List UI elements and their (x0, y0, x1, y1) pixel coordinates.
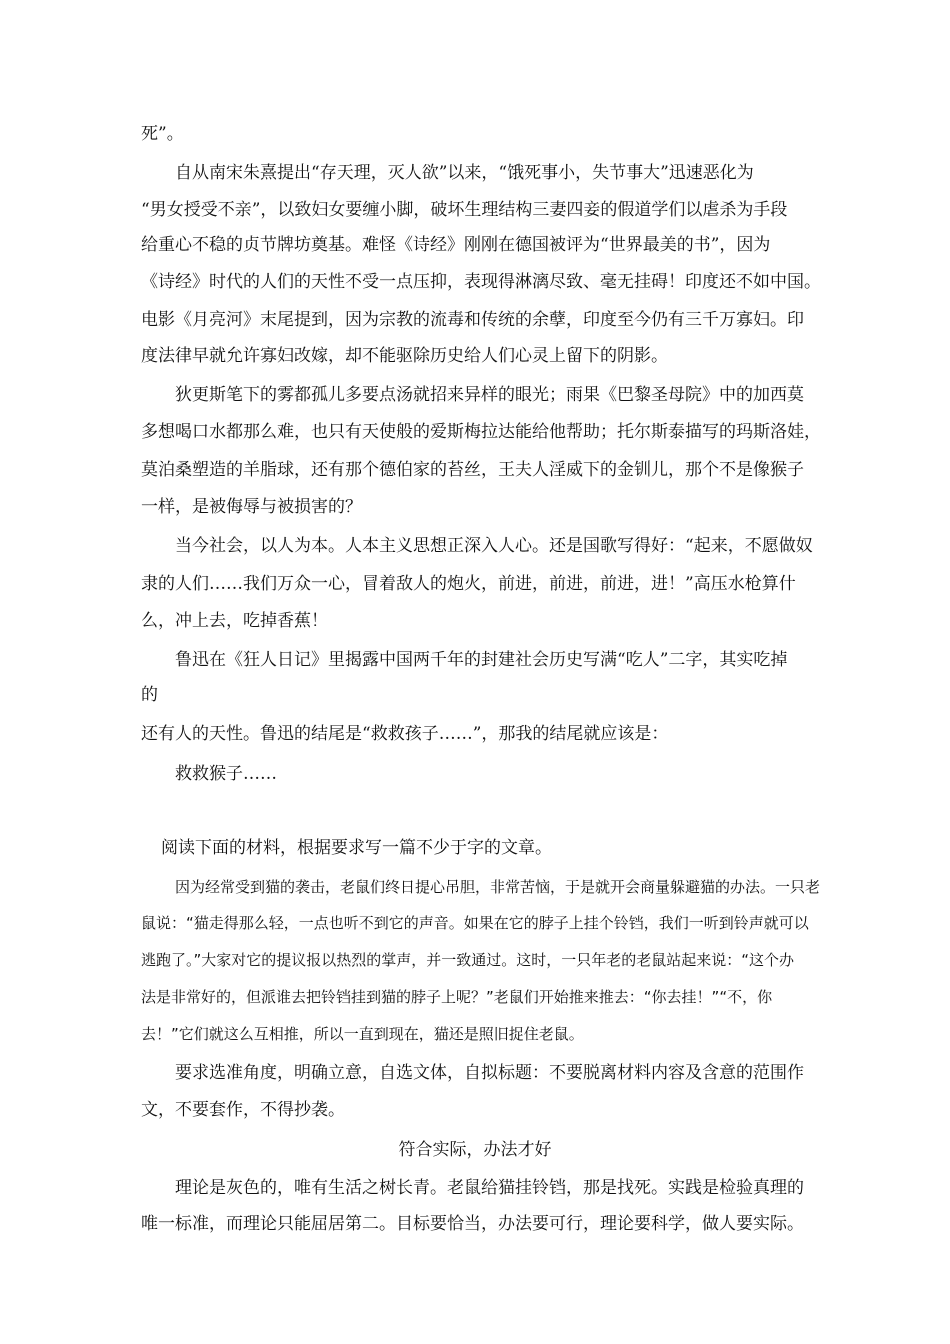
essay-line: 救救猴子…… (175, 764, 277, 784)
essay-line: 隶的人们……我们万众一心，冒着敌人的炮火，前进，前进，前进，进！”高压水枪算什 (141, 574, 796, 594)
material-line: 法是非常好的，但派谁去把铃铛挂到猫的脖子上呢？”老鼠们开始推来推去：“你去挂！”“不，你 (141, 988, 773, 1006)
essay-line: 莫泊桑塑造的羊脂球，还有那个德伯家的苔丝，王夫人淫威下的金钏儿，那个不是像猴子 (141, 460, 804, 480)
essay-line: 自从南宋朱熹提出“存天理，灭人欲”以来，“饿死事小，失节事大”迅速恶化为 (175, 163, 754, 183)
essay-line: 么，冲上去，吃掉香蕉！ (141, 611, 328, 631)
essay-line: 当今社会，以人为本。人本主义思想正深入人心。还是国歌写得好：“起来，不愿做奴 (175, 536, 813, 556)
essay-line: 鲁迅在《狂人日记》里揭露中国两千年的封建社会历史写满“吃人”二字，其实吃掉 (175, 650, 788, 670)
essay-line: 还有人的天性。鲁迅的结尾是“救救孩子……”，那我的结尾就应该是： (141, 724, 669, 744)
essay-line: 《诗经》时代的人们的天性不受一点压抑，表现得淋漓尽致、毫无挂碍！印度还不如中国。 (141, 272, 821, 292)
essay-line: 一样，是被侮辱与被损害的？ (141, 497, 362, 517)
prompt-intro: 阅读下面的材料，根据要求写一篇不少于字的文章。 (161, 838, 552, 858)
essay-line: 多想喝口水都那么难，也只有天使般的爱斯梅拉达能给他帮助；托尔斯泰描写的玛斯洛娃， (141, 422, 821, 442)
material-line: 逃跑了。”大家对它的提议报以热烈的掌声，并一致通过。这时，一只年老的老鼠站起来说：“这个办 (141, 951, 795, 969)
essay-line: “男女授受不亲”，以致妇女要缠小脚，破坏生理结构三妻四妾的假道学们以虐杀为手段 (141, 200, 788, 220)
essay-line: 的 (141, 685, 158, 705)
essay-line: 度法律早就允许寡妇改嫁，却不能驱除历史给人们心灵上留下的阴影。 (141, 346, 668, 366)
essay-line: 唯一标准，而理论只能屈居第二。目标要恰当，办法要可行，理论要科学，做人要实际。 (141, 1214, 804, 1234)
requirement-line: 要求选准角度，明确立意，自选文体，自拟标题：不要脱离材料内容及含意的范围作 (175, 1063, 804, 1083)
essay-line: 电影《月亮河》末尾提到，因为宗教的流毒和传统的余孽，印度至今仍有三千万寡妇。印 (141, 310, 804, 330)
essay-line: 狄更斯笔下的雾都孤儿多要点汤就招来异样的眼光；雨果《巴黎圣母院》中的加西莫 (175, 385, 804, 405)
material-line: 去！”它们就这么互相推，所以一直到现在，猫还是照旧捉住老鼠。 (141, 1025, 584, 1043)
essay-line: 死”。 (141, 124, 184, 144)
material-line: 因为经常受到猫的袭击，老鼠们终日提心吊胆，非常苦恼，于是就开会商量躲避猫的办法。一只老 (175, 878, 821, 896)
requirement-line: 文，不要套作，不得抄袭。 (141, 1100, 345, 1120)
material-line: 鼠说：“猫走得那么轻，一点也听不到它的声音。如果在它的脖子上挂个铃铛，我们一听到铃声就可以 (141, 914, 809, 932)
essay-line: 理论是灰色的，唯有生活之树长青。老鼠给猫挂铃铛，那是找死。实践是检验真理的 (175, 1178, 804, 1198)
essay-title: 符合实际，办法才好 (398, 1140, 552, 1160)
essay-line: 给重心不稳的贞节牌坊奠基。难怪《诗经》刚刚在德国被评为“世界最美的书”，因为 (141, 235, 771, 255)
